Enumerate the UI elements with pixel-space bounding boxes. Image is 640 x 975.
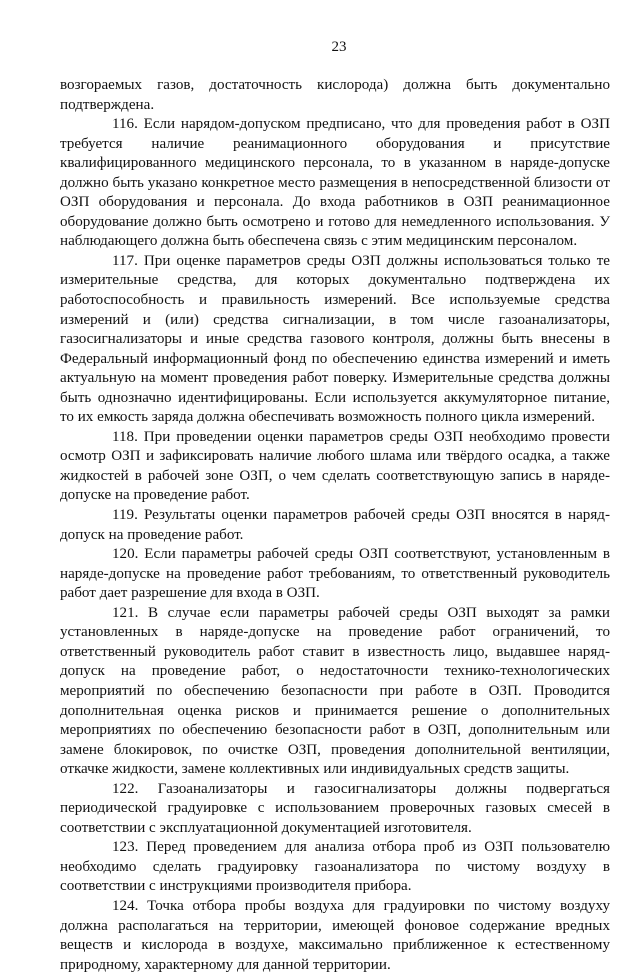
paragraph-118: 118. При проведении оценки параметров среды ОЗП необходимо провести осмотр ОЗП и зафиксировать наличие любого шлама или твёрдого осадка, а также жидкостей в рабочей зоне ОЗП, о чем сделать соответствующую запись в наряде-допуске на проведение работ. — [60, 428, 610, 504]
paragraph-124: 124. Точка отбора пробы воздуха для градуировки по чистому воздуху должна располагаться на территории, имеющей фоновое содержание вредных веществ и кислорода в воздухе, максимально приближенное к естественному природному, характерному для данной территории. — [60, 897, 610, 973]
paragraph-120: 120. Если параметры рабочей среды ОЗП соответствуют, установленным в наряде-допуске на проведение работ требованиям, то ответственный руководитель работ дает разрешение для входа в ОЗП. — [60, 546, 610, 602]
paragraph-continuation: возгораемых газов, достаточность кислорода) должна быть документально подтверждена. — [60, 77, 610, 113]
paragraph-122: 122. Газоанализаторы и газосигнализаторы должны подвергаться периодической градуировке с использованием проверочных газовых смесей в соответствии с эксплуатационной документацией изготовителя. — [60, 780, 610, 836]
paragraph-119: 119. Результаты оценки параметров рабочей среды ОЗП вносятся в наряд-допуск на проведение работ. — [60, 507, 610, 543]
paragraph-123: 123. Перед проведением для анализа отбора проб из ОЗП пользователю необходимо сделать градуировку газоанализатора по чистому воздуху в соответствии с инструкциями производителя прибора. — [60, 839, 610, 895]
paragraph-121: 121. В случае если параметры рабочей среды ОЗП выходят за рамки установленных в наряде-допуске на проведение работ ограничений, то ответственный руководитель работ ставит в известность лицо, выдавшее наряд-допуск на проведение работ, о недостаточности технико-технологических мероприятий по обеспечению безопасности при работе в ОЗП. Проводится дополнительная оценка рисков и принимается решение о дополнительных мероприятиях по обеспечению безопасности работ в ОЗП, дополнительным или замене блокировок, по очистке ОЗП, проведения дополнительной вентиляции, откачке жидкости, замене коллективных или индивидуальных средств защиты. — [60, 604, 610, 778]
paragraph-117: 117. При оценке параметров среды ОЗП должны использоваться только те измерительные средства, для которых документально подтверждена их работоспособность и правильность измерений. Все используемые средства измерений и (или) средства сигнализации, в том числе газоанализаторы, газосигнализаторы и иные средства газового контроля, должны быть внесены в Федеральный информационный фонд по обеспечению единства измерений и иметь актуальную на момент проведения работ поверку. Измерительные средства должны быть однозначно идентифицированы. Если используется аккумуляторное питание, то их емкость заряда должна обеспечивать возможность полного цикла измерений. — [60, 252, 610, 426]
paragraph-116: 116. Если нарядом-допуском предписано, что для проведения работ в ОЗП требуется наличие реанимационного оборудования и присутствие квалифицированного медицинского персонала, то в указанном в наряде-допуске должно быть указано конкретное место размещения в непосредственной близости от ОЗП оборудования и персонала. До входа работников в ОЗП реанимационное оборудование должно быть осмотрено и готово для немедленного использования. У наблюдающего должна быть обеспечена связь с этим медицинским персоналом. — [60, 116, 610, 250]
page-number: 23 — [331, 39, 347, 55]
